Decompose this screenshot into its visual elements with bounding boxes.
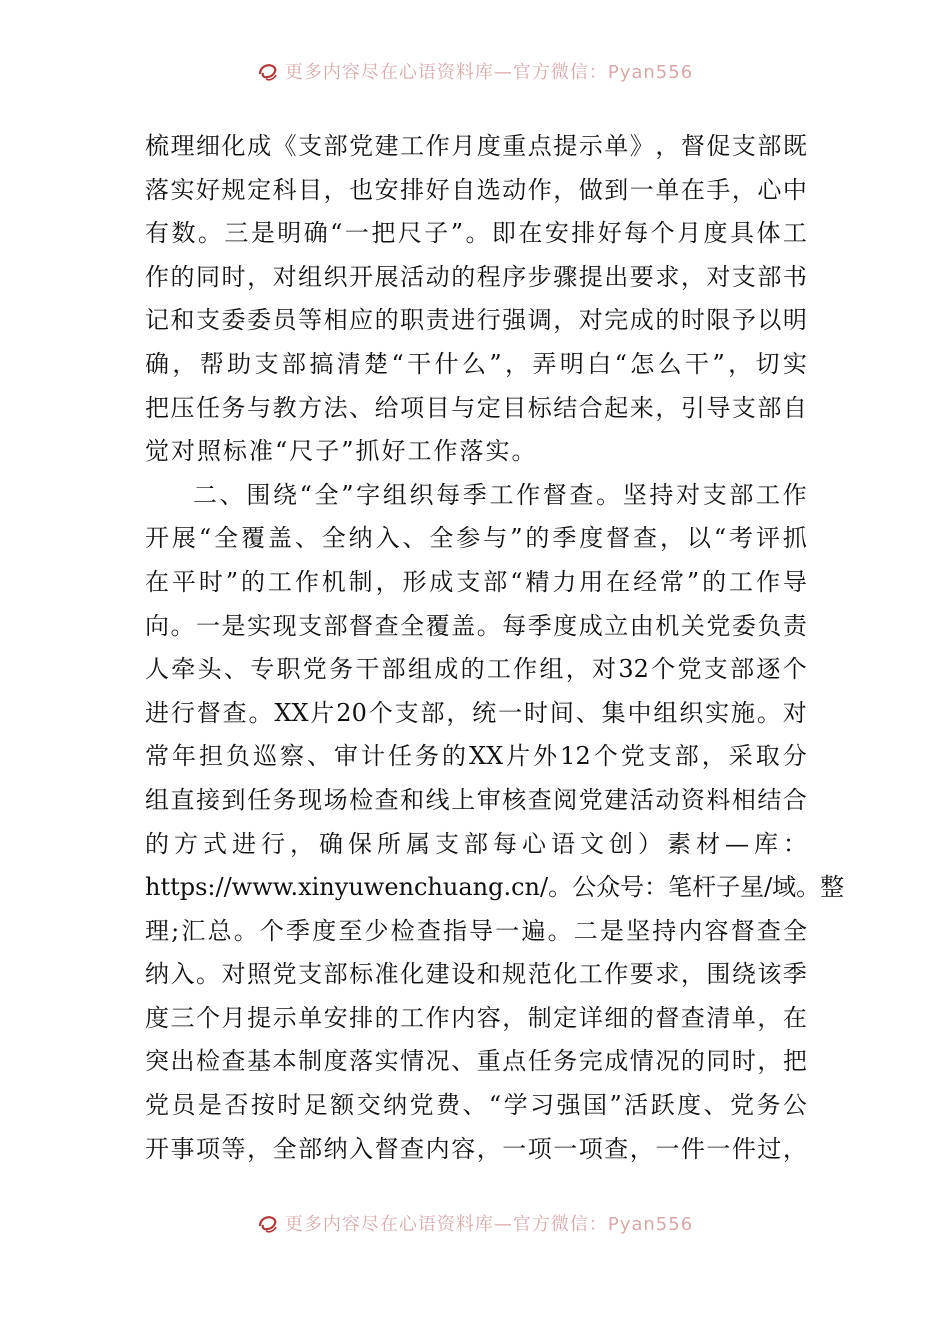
text-line: 记 和 支 委 委 员 等 相 应 的 职 责 进 行 强 调 ， 对 完 成 的 时 限 予 以 明 xyxy=(145,306,807,335)
text-line: 理 ; 汇 总 。 个 季 度 至 少 检 查 指 导 一 遍 。 二 是 坚 持 内 容 督 查 全 xyxy=(145,916,807,945)
text-line: 的 方 式 进 行 ， 确 保 所 属 支 部 每 心 语 文 创 ） 素 材 — 库 ： xyxy=(145,829,807,858)
text-line: 开 展 “ 全 覆 盖 、 全 纳 入 、 全 参 与 ” 的 季 度 督 查 ， 以 “ 考 评 抓 xyxy=(145,524,807,553)
watermark-text: 更多内容尽在心语资料库—官方微信：Pyan556 xyxy=(284,1214,694,1235)
paragraph xyxy=(145,125,807,474)
text-line: 度 三 个 月 提 示 单 安 排 的 工 作 内 容 ， 制 定 详 细 的 督 查 清 单 ， 在 xyxy=(145,1003,807,1032)
text-line: 开 事 项 等 ， 全 部 纳 入 督 查 内 容 ， 一 项 一 项 查 ， 一 件 一 件 过 ， xyxy=(145,1134,807,1163)
text-line: 人 牵 头 、 专 职 党 务 干 部 组 成 的 工 作 组 ， 对 32 个 党 支 部 逐 个 xyxy=(145,655,807,684)
text-line: 突 出 检 查 基 本 制 度 落 实 情 况 、 重 点 任 务 完 成 情 况 的 同 时 ， 把 xyxy=(145,1047,807,1076)
logo-icon xyxy=(257,1212,279,1234)
logo-icon xyxy=(257,60,279,82)
paragraph xyxy=(145,474,845,1172)
text-line: 二 、 围 绕 “ 全 ” 字 组 织 每 季 工 作 督 查 。 坚 持 对 支 部 工 作 xyxy=(193,480,807,509)
watermark-text: 更多内容尽在心语资料库—官方微信：Pyan556 xyxy=(284,62,694,83)
text-line: 纳 入 。 对 照 党 支 部 标 准 化 建 设 和 规 范 化 工 作 要 求 ， 围 绕 该 季 xyxy=(145,960,807,989)
watermark-header xyxy=(0,56,950,86)
text-line: 觉对照标准“尺子”抓好工作落实。 xyxy=(145,437,538,466)
text-line: 把 压 任 务 与 教 方 法 、 给 项 目 与 定 目 标 结 合 起 来 ， 引 导 支 部 自 xyxy=(145,393,807,422)
text-line: 落 实 好 规 定 科 目 ， 也 安 排 好 自 选 动 作 ， 做 到 一 单 在 手 ， 心 中 xyxy=(145,175,807,204)
text-line: 进 行 督 查 。 XX 片 20 个 支 部 ， 统 一 时 间 、 集 中 组 织 实 施 。 对 xyxy=(145,698,807,727)
text-line: 向 。 一 是 实 现 支 部 督 查 全 覆 盖 。 每 季 度 成 立 由 机 关 党 委 负 责 xyxy=(145,611,807,640)
text-line: 有 数 。 三 是 明 确 “ 一 把 尺 子 ” 。 即 在 安 排 好 每 个 月 度 具 体 工 xyxy=(145,219,807,248)
text-line: 组 直 接 到 任 务 现 场 检 查 和 线 上 审 核 查 阅 党 建 活 动 资 料 相 结 合 xyxy=(145,785,807,814)
watermark-footer xyxy=(0,1208,950,1238)
text-line: 确 ， 帮 助 支 部 搞 清 楚 “ 干 什 么 ” ， 弄 明 白 “ 怎 么 干 ” ， 切 实 xyxy=(145,349,807,378)
text-line: 在 平 时 ” 的 工 作 机 制 ， 形 成 支 部 “ 精 力 用 在 经 常 ” 的 工 作 导 xyxy=(145,567,807,596)
text-line: 党 员 是 否 按 时 足 额 交 纳 党 费 、 “ 学 习 强 国 ” 活 跃 度 、 党 务 公 xyxy=(145,1091,807,1120)
text-line: 作 的 同 时 ， 对 组 织 开 展 活 动 的 程 序 步 骤 提 出 要 求 ， 对 支 部 书 xyxy=(145,262,807,291)
document-body xyxy=(145,125,845,1171)
text-line: 梳 理 细 化 成 《 支 部 党 建 工 作 月 度 重 点 提 示 单 》 ， 督 促 支 部 既 xyxy=(145,132,807,160)
text-line: https://www.xinyuwenchuang.cn/ 。 公 众 号 ： 笔 杆 子 星 / 域 。 整 xyxy=(145,873,845,902)
text-line: 常 年 担 负 巡 察 、 审 计 任 务 的 XX 片 外 12 个 党 支 部 ， 采 取 分 xyxy=(145,742,807,771)
